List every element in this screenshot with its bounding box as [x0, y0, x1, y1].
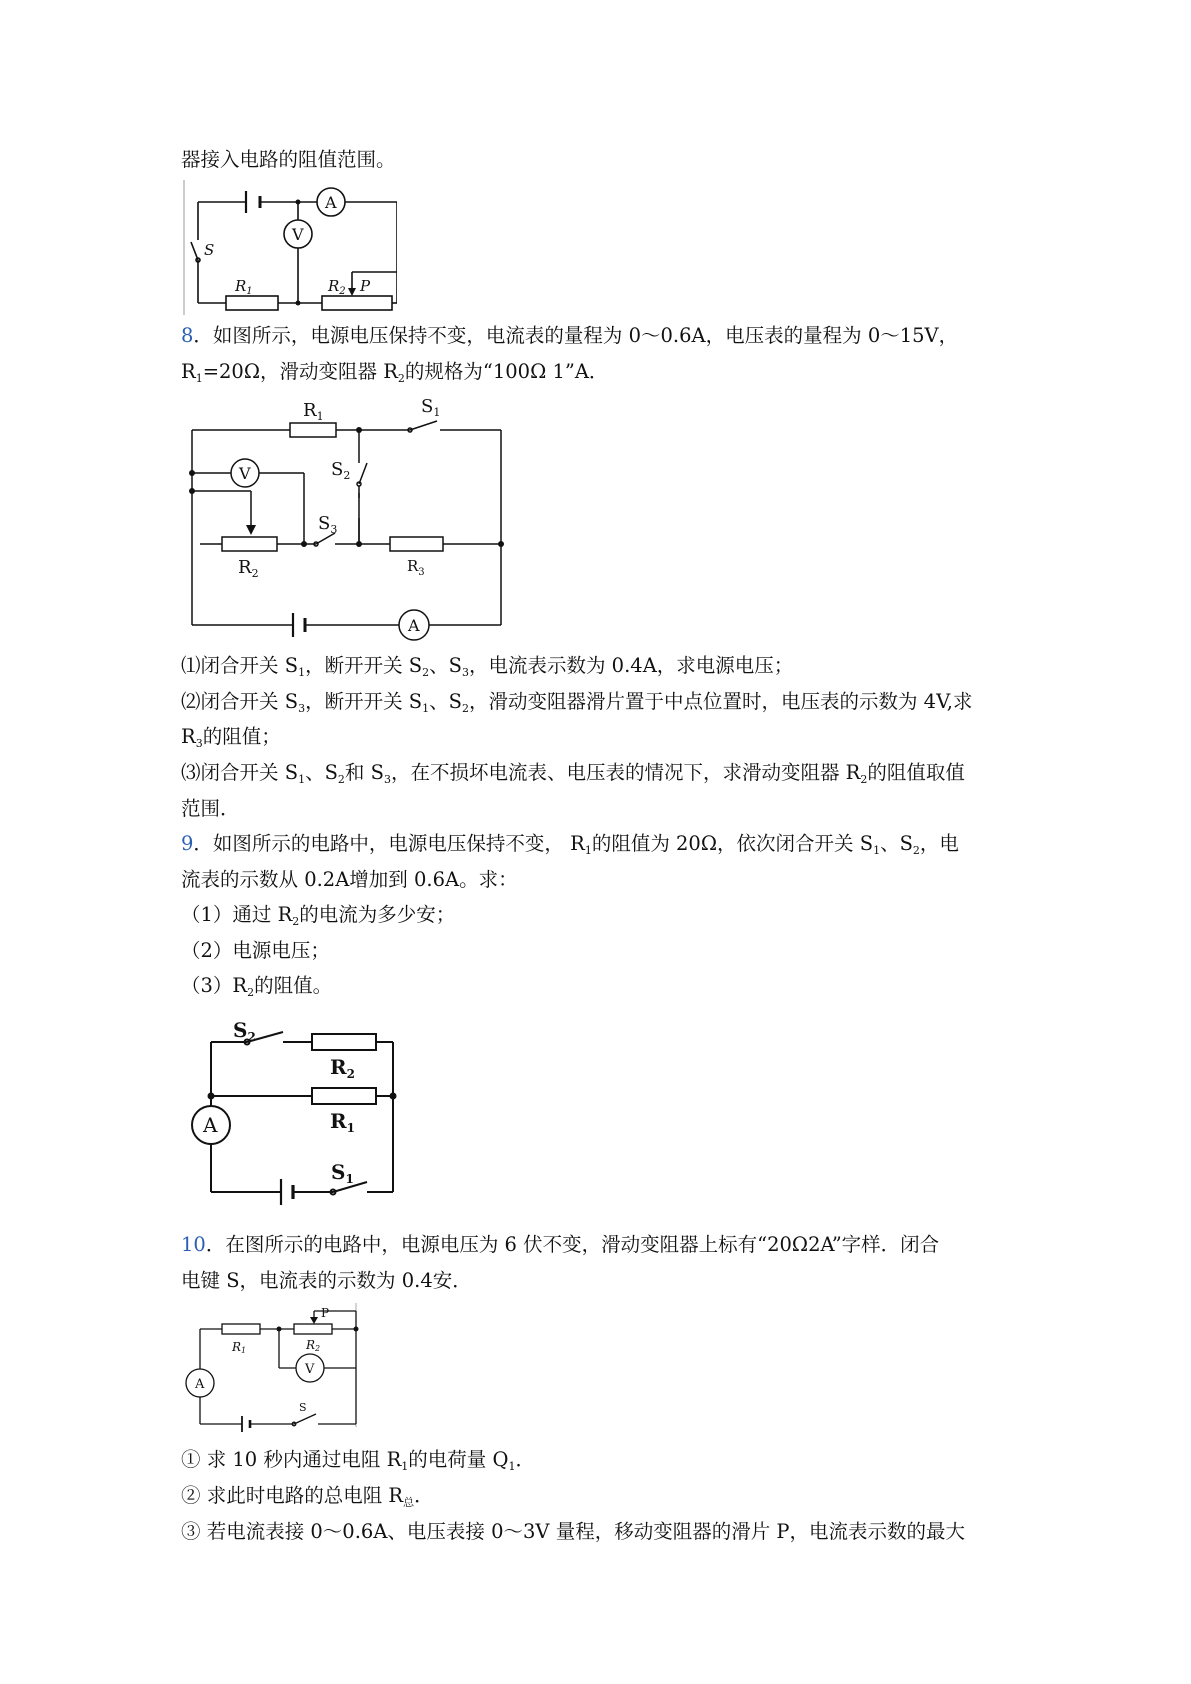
- q8-part2-cont: $R_3$的阻值；: [181, 725, 281, 750]
- r2-label-q8: R: [238, 557, 252, 578]
- s1-label-q9: S: [331, 1160, 346, 1184]
- svg-text:R1: R1: [232, 1340, 247, 1355]
- r1-label-q9: R: [330, 1109, 347, 1133]
- q10-line2: 电键 S，电流表的示数为 0.4安．: [181, 1269, 472, 1292]
- r3-label-q8: R: [407, 557, 419, 575]
- svg-text:S1: $S_1$: [331, 1160, 354, 1186]
- svg-text:R3: $R_3$: [407, 557, 425, 578]
- ammeter-label-q8: A: [408, 616, 420, 635]
- svg-text:R2: $R_2$: [328, 277, 346, 297]
- voltmeter-label-q10: V: [305, 1362, 315, 1377]
- svg-text:R2: $R_2$: [238, 557, 259, 580]
- svg-text:R1: $R_1$: [303, 400, 324, 423]
- q9-number: 9: [181, 832, 194, 855]
- slider-label: P: [360, 277, 371, 295]
- svg-text:R2: R2: [306, 1338, 321, 1353]
- q9-part2: （2）电源电压；: [181, 939, 330, 962]
- circuit-diagram-q7: [182, 180, 397, 315]
- intro-tail: 器接入电路的阻值范围。: [181, 148, 396, 171]
- r2-label-q10: R: [306, 1338, 316, 1352]
- ammeter-label-q9: A: [203, 1113, 218, 1137]
- svg-text:R1: $R_1$: [235, 277, 253, 297]
- slider-label-q10: P: [321, 1306, 330, 1320]
- q9-part1: （1）通过 $R_2$的电流为多少安；: [181, 903, 456, 928]
- q10-number: 10: [181, 1233, 206, 1256]
- ammeter-label: A: [325, 193, 337, 212]
- r1-label: R: [235, 277, 247, 295]
- q8-line1: [181, 322, 958, 350]
- voltmeter-label: V: [292, 225, 304, 244]
- q8-line2: $R_1=20\Omega$，滑动变阻器 $R_2$的规格为“100Ω 1”A．: [181, 360, 609, 385]
- q8-part1: ⑴闭合开关 $S_1$，断开开关 $S_2$、$S_3$，电流表示数为 0.4A，求电源电压；: [181, 654, 794, 679]
- q9-part3: $(3)R_2$的阻值。: [181, 974, 333, 999]
- q8-part2: ⑵闭合开关 $S_3$，断开开关 $S_1$、$S_2$，滑动变阻器滑片置于中点位置时，电压表的示数为 4V,求: [181, 690, 973, 715]
- svg-text:R1: $R_1$: [330, 1109, 355, 1135]
- svg-text:S3: $S_3$: [318, 513, 338, 536]
- circuit-diagram-q9: [185, 1012, 400, 1207]
- q8-text-1: ．如图所示，电源电压保持不变，电流表的量程为 0～0.6A，电压表的量程为 0～15V，: [193, 324, 959, 347]
- r2-label-q9: R: [330, 1055, 347, 1079]
- s1-label-q8: S: [421, 396, 434, 417]
- svg-text:S2: $S_2$: [331, 459, 351, 482]
- q10-part3: ③ 若电流表接 0～0.6A、电压表接 0～3V 量程，移动变阻器的滑片 P，电流表示数的最大: [181, 1520, 966, 1543]
- ammeter-label-q10: A: [195, 1377, 205, 1392]
- q8-part3: ⑶闭合开关 $S_1$、$S_2$和 $S_3$，在不损坏电流表、电压表的情况下，求滑动变阻器 $R_2$的阻值取值: [181, 761, 965, 786]
- s2-label-q8: S: [331, 459, 344, 480]
- svg-text:S1: $S_1$: [421, 396, 441, 419]
- q10-part2: ② 求此时电路的总电阻 $R_总$．: [181, 1484, 434, 1509]
- svg-text:R2: $R_2$: [330, 1055, 355, 1081]
- q10-line1: 10．在图所示的电路中，电源电压为 6 伏不变，滑动变阻器上标有“20Ω2A”字样．闭合: [181, 1233, 940, 1256]
- r1-label-q8: R: [303, 400, 317, 421]
- intro-text: [181, 146, 396, 174]
- q10-part1: ① 求 10 秒内通过电阻 $R_1$的电荷量 $Q_1$．: [181, 1448, 535, 1473]
- q9-line1: 9．如图所示的电路中，电源电压保持不变， $R_1$的阻值为 20Ω，依次闭合开关 $S_1$、$S_2$，电: [181, 832, 959, 857]
- voltmeter-label-q8: V: [239, 464, 251, 483]
- q8-part3-cont: 范围．: [181, 797, 240, 820]
- q9-line2: 流表的示数从 0.2A增加到 0.6A。求：: [181, 868, 518, 891]
- q8-number: 8: [181, 324, 194, 347]
- circuit-diagram-q8: [185, 393, 515, 648]
- s3-label-q8: S: [318, 513, 331, 534]
- r2-label: R: [328, 277, 340, 295]
- switch-label: S: [204, 241, 215, 259]
- switch-label-q10: S: [299, 1401, 307, 1414]
- svg-text:S2: $S_2$: [233, 1018, 256, 1044]
- s2-label-q9: S: [233, 1018, 248, 1042]
- circuit-diagram-q10: [182, 1303, 362, 1433]
- r1-label-q10: R: [232, 1340, 242, 1354]
